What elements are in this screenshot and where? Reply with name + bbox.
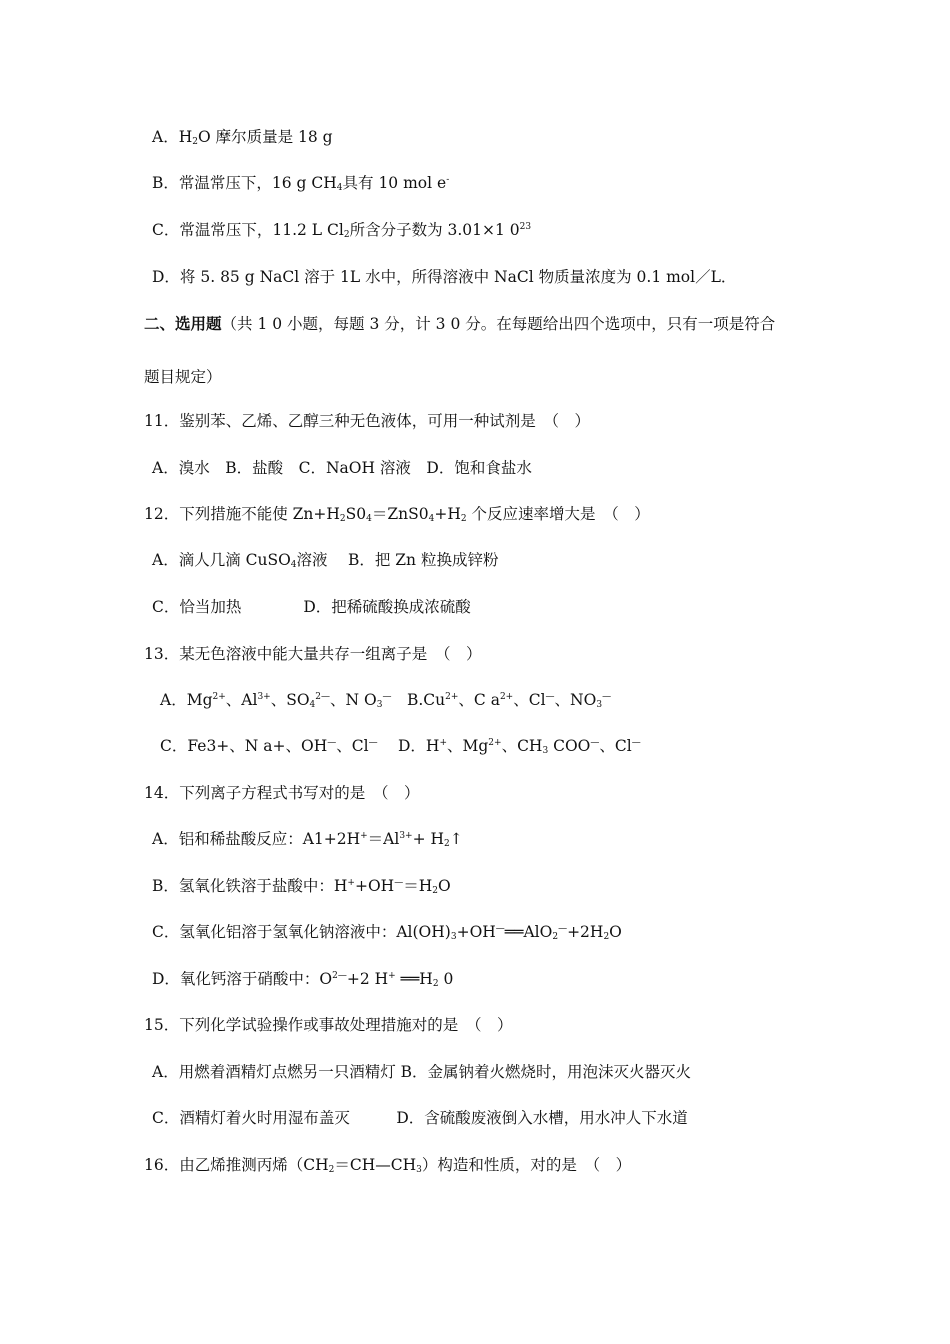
- question-13-stem: 13．某无色溶液中能大量共存一组离子是 （ ）: [144, 645, 482, 663]
- question-14-option-c: C．氢氧化铝溶于氢氧化钠溶液中：$Al(OH)_3+OH^—══AlO_2^—+2H_2O$: [152, 923, 622, 942]
- section-heading: [144, 313, 775, 335]
- option-prev-b: B．常温常压下，16 g $CH_4$具有 10 mol e-: [152, 174, 450, 193]
- section-instruction: （共 1 0 小题，每题 3 分，计 3 0 分。在每题给出四个选项中，只有一项是符合: [221, 315, 776, 333]
- option-prev-d: D．将 5. 85 g NaCl 溶于 1L 水中，所得溶液中 NaCl 物质量浓度为 0.1 mol／L．: [152, 268, 737, 286]
- question-14-option-b: B．氢氧化铁溶于盐酸中：$H^++OH^—=H_2O$: [152, 877, 451, 896]
- question-16-stem: 16．由乙烯推测丙烯$(CH_2=CH—CH_3)$构造和性质，对的是 （ ）: [144, 1156, 632, 1175]
- option-prev-a: A．$H_2O$ 摩尔质量是 18 g: [152, 128, 333, 147]
- question-13-options-cd: C．Fe3+、N a+、OH—、Cl— D．H+、$Mg^{2+}$、$CH_3$ COO—、Cl—: [160, 737, 641, 756]
- question-11-options: A．溴水 B．盐酸 C．NaOH 溶液 D．饱和食盐水: [152, 459, 532, 477]
- section-title: 二、选用题: [144, 314, 222, 333]
- question-12-options-ab: A．滴人几滴 CuSO$_4$溶液 B．把 Zn 粒换成锌粉: [152, 551, 499, 570]
- question-15-options-ab: A．用燃着酒精灯点燃另一只酒精灯 B．金属钠着火燃烧时，用泡沫灭火器灭火: [152, 1063, 692, 1081]
- question-15-options-cd: C．酒精灯着火时用湿布盖灭 D．含硫酸废液倒入水槽，用水冲人下水道: [152, 1109, 688, 1127]
- question-12-options-cd: C．恰当加热 D．把稀硫酸换成浓硫酸: [152, 598, 471, 616]
- question-11-stem: 11．鉴别苯、乙烯、乙醇三种无色液体，可用一种试剂是 （ ）: [144, 412, 590, 430]
- question-14-option-a: A．铝和稀盐酸反应：$A1+2H^+=Al^{3+}+$ $H_2↑$: [152, 830, 463, 849]
- question-12-stem: 12．下列措施不能使 $Zn+H_2S0_4=ZnS0_4+H_2$ 个反应速率增大是 （ ）: [144, 505, 650, 524]
- section-instruction-cont: 题目规定）: [144, 368, 222, 386]
- question-13-options-ab: A．$Mg^{2+}$、$Al^{3+}$、$SO_4^{2—}$、N $O_3^—$ $B.Cu^{2+}$、C $a^{2+}$、Cl—、$NO_3^—$: [160, 691, 612, 710]
- question-15-stem: 15．下列化学试验操作或事故处理措施对的是 （ ）: [144, 1016, 513, 1034]
- question-14-stem: 14．下列离子方程式书写对的是 （ ）: [144, 784, 420, 802]
- option-prev-c: C．常温常压下，11.2 L $Cl_2$所含分子数为 3.01×1 $0^{23}$: [152, 221, 532, 240]
- question-14-option-d: D．氧化钙溶于硝酸中：$O^{2—}+2$ H+ $══H_2$ 0: [152, 970, 454, 989]
